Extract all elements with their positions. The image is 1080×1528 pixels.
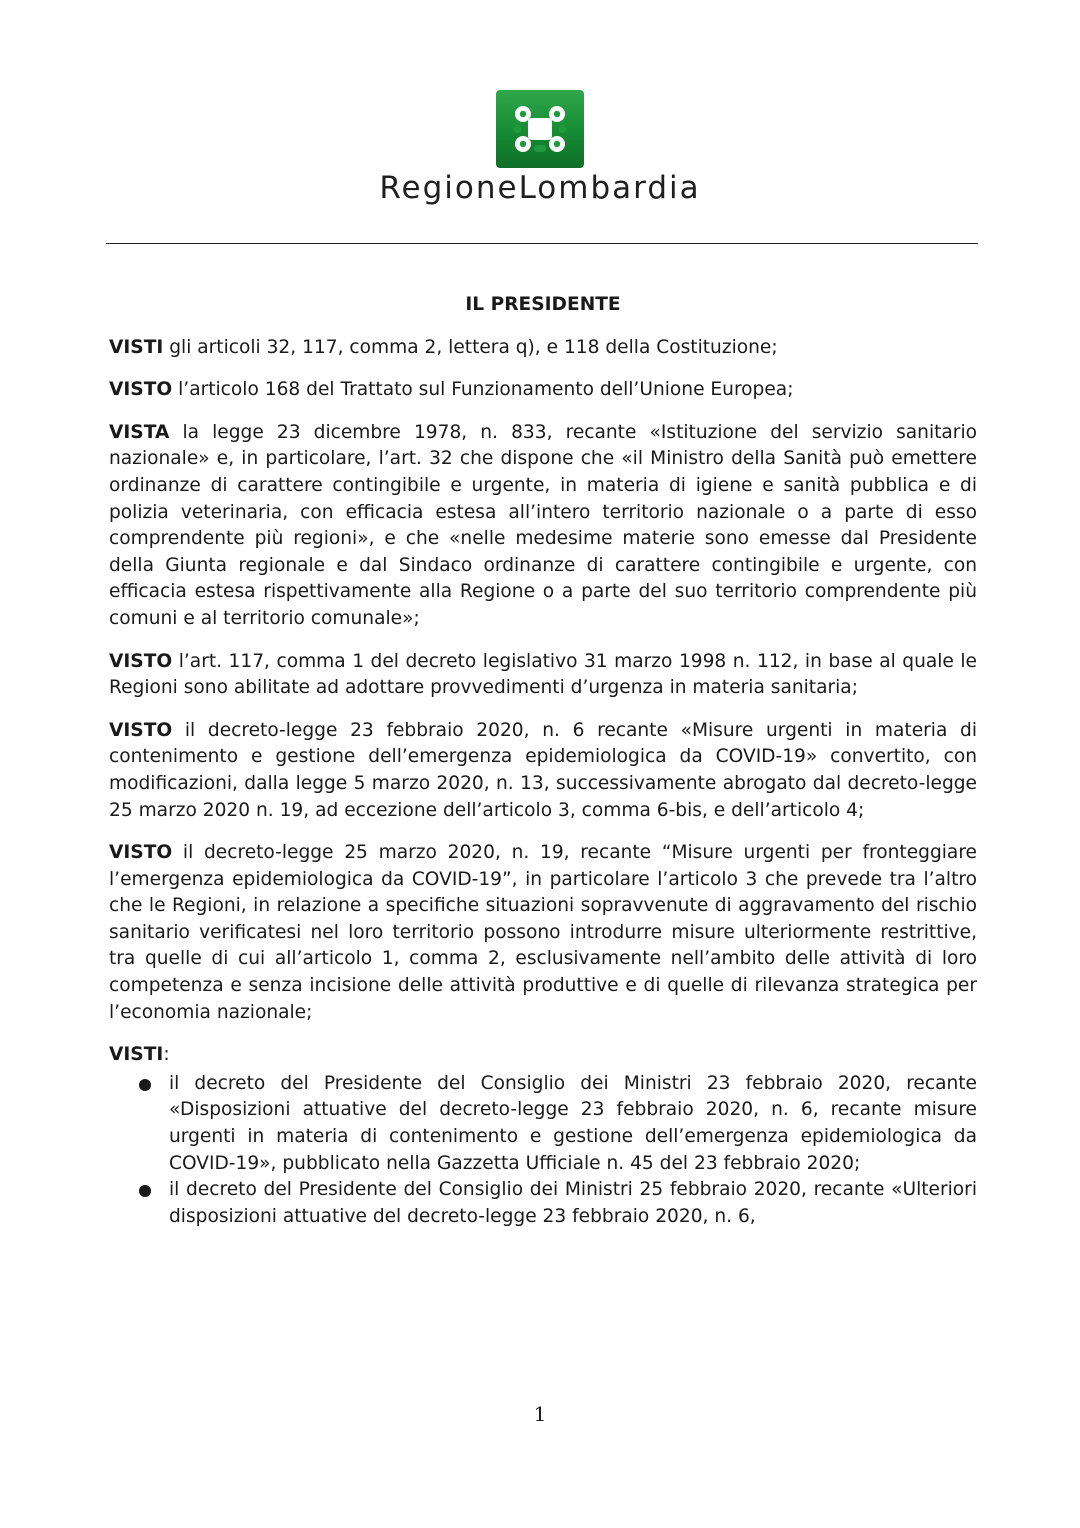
paragraph-text: il decreto-legge 23 febbraio 2020, n. 6 recante «Misure urgenti in materia di contenimento e gestione dell’emergenza epidemiologica da COVID-19» convertito, con modificazioni, dalla legge 5 marzo 2020, n. 13, successivamente abrogato dal decreto-legge 25 marzo 2020 n. 19, ad eccezione dell’articolo 3, comma 6-bis, e dell’articolo 4;	[109, 719, 977, 821]
document-title: IL PRESIDENTE	[465, 294, 621, 315]
paragraph-visto-dl-19-2020	[109, 840, 977, 1026]
paragraph-visto-trattato	[109, 377, 977, 404]
regione-lombardia-logo-icon	[496, 90, 584, 168]
logo-container	[0, 90, 1080, 172]
paragraph-text: l’articolo 168 del Trattato sul Funzionamento dell’Unione Europea;	[172, 379, 794, 401]
paragraph-keyword: VISTI	[109, 336, 164, 358]
list-item-text: il decreto del Presidente del Consiglio dei Ministri 23 febbraio 2020, recante «Disposizioni attuative del decreto-legge 23 febbraio 2020, n. 6, recante misure urgenti in materia di contenimento e gestione dell’emergenza epidemiologica da COVID-19», pubblicato nella Gazzetta Ufficiale n. 45 del 23 febbraio 2020;	[169, 1072, 977, 1174]
paragraph-visti-costituzione	[109, 335, 977, 362]
paragraph-visto-dl-6-2020	[109, 718, 977, 824]
paragraph-text: l’art. 117, comma 1 del decreto legislativo 31 marzo 1998 n. 112, in base al quale le Regioni sono abilitate ad adottare provvedimenti d’urgenza in materia sanitaria;	[109, 650, 977, 699]
paragraph-vista-legge-833	[109, 420, 977, 633]
paragraph-text: il decreto-legge 25 marzo 2020, n. 19, recante “Misure urgenti per fronteggiare l’emergenza epidemiologica da COVID-19”, in particolare l’articolo 3 che prevede tra l’altro che le Regioni, in relazione a specifiche situazioni sopravvenute di aggravamento del rischio sanitario verificatesi nel loro territorio possono introdurre misure ulteriormente restrittive, tra quelle di cui all’articolo 1, comma 2, esclusivamente nell’ambito delle attività di loro competenza e senza incisione delle attività produttive e di quelle di rilevanza strategica per l’economia nazionale;	[109, 842, 977, 1023]
list-intro	[109, 1042, 977, 1069]
bullet-icon	[139, 1079, 151, 1091]
list-keyword-suffix: :	[163, 1044, 170, 1066]
list-item-text: il decreto del Presidente del Consiglio dei Ministri 25 febbraio 2020, recante «Ulteriori disposizioni attuative del decreto-legge 23 febbraio 2020, n. 6,	[169, 1179, 977, 1227]
organization-name: RegioneLombardia	[379, 170, 701, 206]
list-keyword: VISTI	[109, 1044, 164, 1066]
list-item	[109, 1071, 977, 1177]
page-number: 1	[533, 1402, 547, 1426]
dpcm-list	[109, 1071, 977, 1231]
paragraph-keyword: VISTO	[109, 650, 173, 672]
header-divider	[106, 243, 978, 244]
paragraph-text: la legge 23 dicembre 1978, n. 833, recante «Istituzione del servizio sanitario nazionale» e, in particolare, l’art. 32 che dispone che «il Ministro della Sanità può emettere ordinanze di carattere contingibile e urgente, in materia di igiene e sanità pubblica e di polizia veterinaria, con efficacia estesa all’intero territorio nazionale o a parte di esso comprendente più regioni», e che «nelle medesime materie sono emesse dal Presidente della Giunta regionale e dal Sindaco ordinanze di carattere contingibile e urgente, con efficacia estesa rispettivamente alla Regione o a parte del suo territorio comprendente più comuni e al territorio comunale»;	[109, 421, 977, 629]
list-item	[109, 1177, 977, 1230]
paragraph-keyword: VISTO	[109, 719, 173, 741]
paragraph-keyword: VISTA	[109, 421, 170, 443]
paragraph-visto-dlgs-112	[109, 649, 977, 702]
paragraph-keyword: VISTO	[109, 379, 173, 401]
paragraph-keyword: VISTO	[109, 842, 173, 864]
paragraph-text: gli articoli 32, 117, comma 2, lettera q), e 118 della Costituzione;	[163, 336, 778, 358]
document-body	[109, 292, 977, 1230]
bullet-icon	[139, 1185, 151, 1197]
